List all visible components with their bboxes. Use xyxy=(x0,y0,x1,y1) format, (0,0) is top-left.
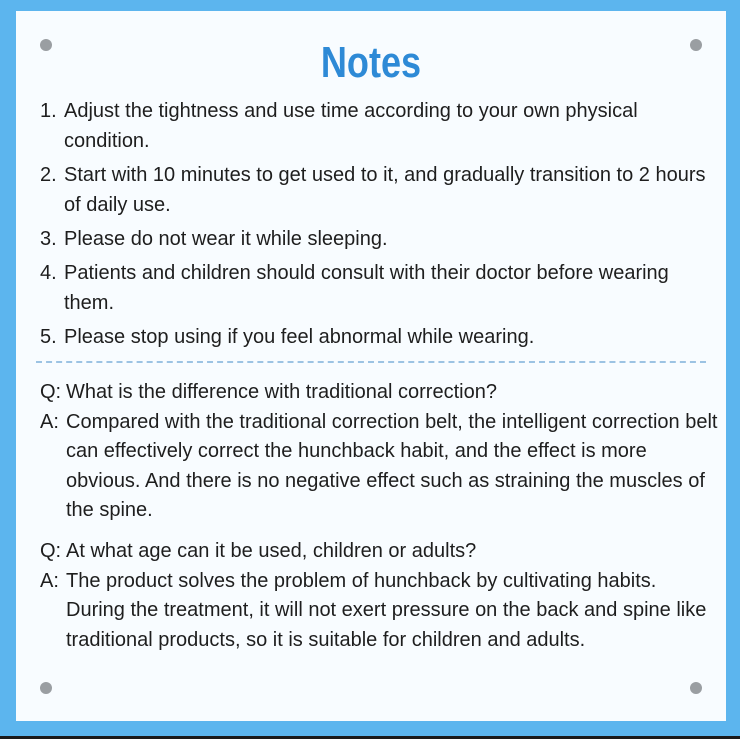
note-item xyxy=(40,322,720,352)
question-line xyxy=(40,378,720,408)
qa-block xyxy=(40,378,720,526)
question-tag: Q: xyxy=(40,540,62,562)
note-item xyxy=(40,160,720,220)
notes-panel xyxy=(16,11,726,721)
note-text: Please stop using if you feel abnormal while wearing. xyxy=(64,326,535,348)
note-item xyxy=(40,96,720,156)
pin-bottom-left-icon xyxy=(40,682,52,694)
note-item xyxy=(40,258,720,318)
answer-line xyxy=(40,567,720,656)
answer-line xyxy=(40,408,720,526)
pin-top-right-icon xyxy=(690,39,702,51)
note-item xyxy=(40,224,720,254)
question-line xyxy=(40,537,720,567)
note-text: Start with 10 minutes to get used to it, and gradually transition to 2 hours of daily use. xyxy=(64,164,706,216)
qa-block xyxy=(40,537,720,655)
answer-text: The product solves the problem of hunchback by cultivating habits. During the treatment, it will not exert pressure on the back and spine like traditional products, so it is suitable for children and adults. xyxy=(66,569,707,651)
answer-text: Compared with the traditional correction belt, the intelligent correction belt can effectively correct the hunchback habit, and the effect is more obvious. And there is no negative effect such as straining the muscles of the spine. xyxy=(66,410,718,521)
note-text: Please do not wear it while sleeping. xyxy=(64,228,388,250)
answer-tag: A: xyxy=(40,569,59,592)
dashed-divider xyxy=(36,361,706,363)
note-number: 2. xyxy=(40,164,57,186)
note-number: 1. xyxy=(40,100,57,122)
question-text: What is the difference with traditional correction? xyxy=(66,381,497,403)
question-text: At what age can it be used, children or adults? xyxy=(66,540,477,562)
note-number: 3. xyxy=(40,228,57,250)
note-text: Patients and children should consult with their doctor before wearing them. xyxy=(64,262,669,314)
answer-tag: A: xyxy=(40,410,59,433)
question-tag: Q: xyxy=(40,381,62,403)
note-number: 5. xyxy=(40,326,57,348)
note-text: Adjust the tightness and use time according to your own physical condition. xyxy=(64,100,638,152)
notes-list xyxy=(40,96,720,356)
note-number: 4. xyxy=(40,262,57,284)
pin-top-left-icon xyxy=(40,39,52,51)
page-title: Notes xyxy=(320,38,422,87)
pin-bottom-right-icon xyxy=(690,682,702,694)
